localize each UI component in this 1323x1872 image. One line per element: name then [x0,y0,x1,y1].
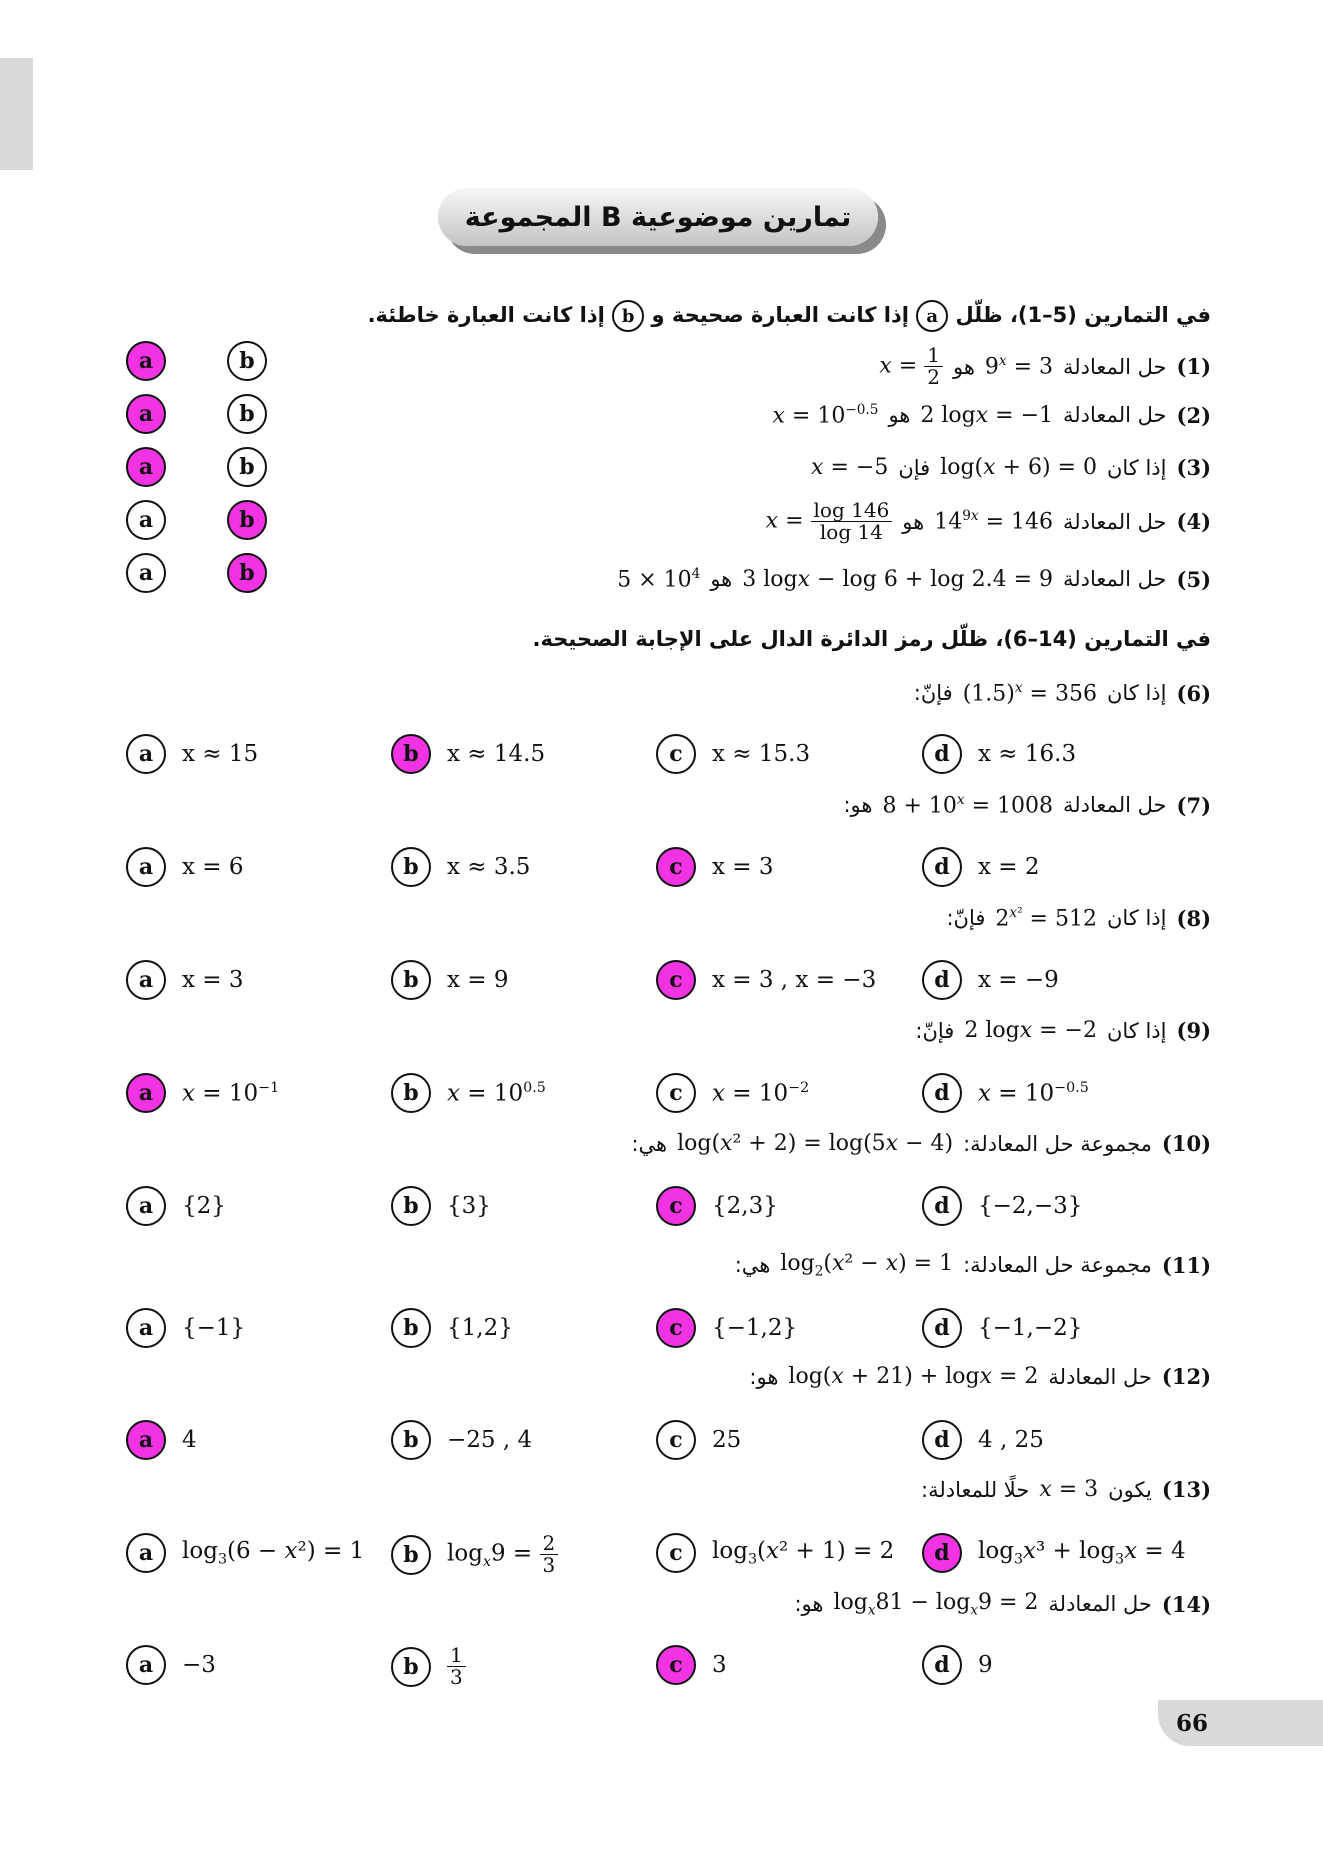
option-circle[interactable]: c [656,1645,696,1685]
option-circle[interactable]: d [922,847,962,887]
q4-circle-b[interactable]: b [227,500,267,540]
question-number: (12) [1161,1364,1211,1389]
question-text: حل المعادلة [1063,509,1167,534]
question-math: $\log_x81 - \log_x9 = 2$ [833,1590,1039,1619]
question-number: (11) [1161,1252,1211,1278]
option-circle[interactable]: c [656,1420,696,1460]
q13-option-d[interactable] [922,1533,1186,1573]
q7-option-d[interactable] [922,847,1040,887]
option-value: {2,3} [712,1193,778,1219]
option-circle[interactable]: c [656,1308,696,1348]
q11-option-a[interactable] [126,1308,245,1348]
question-14 [794,1590,1211,1618]
option-value: {2} [182,1193,226,1219]
question-math: log(x² + 2) = log(5x − 4) [677,1131,954,1156]
instr-circle-a: a [916,300,948,332]
question-math: $14^{9x} = 146$ [934,508,1054,535]
option-value: $x = 10^{-2}$ [712,1079,810,1107]
q10-option-b[interactable] [391,1186,491,1226]
option-value: {−1} [182,1315,246,1341]
option-circle[interactable]: a [126,1645,166,1685]
option-circle[interactable]: a [126,1420,166,1460]
question-tail: هو: [794,1592,824,1617]
question-math: log(x + 6) = 0 [940,455,1097,480]
question-text: إذا كان [1106,455,1167,480]
question-4 [766,500,1211,543]
question-10 [631,1131,1211,1156]
option-value: x = 3 , x = −3 [712,967,877,993]
question-text: يكون [1108,1477,1152,1502]
option-value: x ≈ 15 [182,741,259,767]
question-math: $\log_2(x^2 - x) = 1$ [780,1251,954,1280]
option-value: {1,2} [447,1315,513,1341]
q3-circle-a[interactable]: a [126,447,166,487]
q12-option-a[interactable] [126,1420,197,1460]
option-circle[interactable]: d [922,1073,962,1113]
option-value: x = 9 [447,967,509,993]
q14-option-d[interactable] [922,1645,993,1685]
option-circle[interactable]: c [656,1073,696,1113]
question-text: حل المعادلة [1063,567,1167,592]
option-circle[interactable]: c [656,1186,696,1226]
question-1 [879,345,1211,388]
question-number: (5) [1176,566,1211,592]
option-value: $\log_3(x^2 + 1) = 2$ [712,1538,895,1568]
question-number: (13) [1161,1477,1211,1502]
option-circle[interactable]: b [391,1535,431,1575]
tf-instructions [368,300,1211,332]
q14-option-b[interactable] [391,1645,466,1688]
q6-option-a[interactable] [126,734,258,774]
question-number: (1) [1176,354,1211,379]
q8-option-c[interactable] [656,960,876,1000]
question-number: (9) [1176,1018,1211,1043]
q9-option-c[interactable] [656,1073,809,1113]
question-math: x = 3 [1039,1477,1099,1502]
q14-option-c[interactable] [656,1645,727,1685]
question-tail: هي: [734,1253,771,1278]
option-value: $\log_3(6 - x^2) = 1$ [182,1538,365,1568]
question-math: 2 logx = −1 [920,402,1054,428]
q7-option-a[interactable] [126,847,244,887]
question-math: $9^x = 3$ [984,353,1054,380]
option-circle[interactable]: a [126,960,166,1000]
question-number: (10) [1161,1131,1211,1156]
tf-instr-pre: في التمارين (5–1)، ظلّل [955,303,1211,327]
option-value: {−1,2} [712,1315,798,1341]
question-number: (7) [1176,792,1211,818]
question-number: (6) [1176,680,1211,706]
q1-circle-a[interactable]: a [126,341,166,381]
option-circle[interactable]: d [922,960,962,1000]
section-title: المجموعة B تمارين موضوعية [438,188,878,246]
question-text: إذا كان [1106,906,1167,931]
question-6 [914,680,1211,706]
q5-circle-a[interactable]: a [126,553,166,593]
option-value: x ≈ 14.5 [447,741,546,767]
option-circle[interactable]: d [922,1308,962,1348]
q7-option-c[interactable] [656,847,774,887]
option-circle[interactable]: c [656,847,696,887]
option-circle[interactable]: a [126,847,166,887]
question-text: إذا كان [1106,1018,1167,1043]
q5-circle-b[interactable]: b [227,553,267,593]
option-value: $x = 10^{-0.5}$ [978,1079,1089,1107]
question-text: حل المعادلة [1048,1364,1152,1389]
option-circle[interactable]: a [126,1308,166,1348]
q10-option-a[interactable] [126,1186,226,1226]
q6-option-d[interactable] [922,734,1076,774]
option-value: $\frac{1}{3}$ [447,1645,466,1688]
question-7 [843,792,1211,818]
option-circle[interactable]: a [126,1073,166,1113]
option-value: 4 [182,1427,197,1453]
option-value: {−1,−2} [978,1315,1083,1341]
option-value: x = 3 [712,854,774,880]
q13-option-a[interactable] [126,1533,364,1573]
mc-instructions: في التمارين (14–6)، ظلّل رمز الدائرة الدال على الإجابة الصحيحة. [532,627,1211,651]
option-circle[interactable]: b [391,1420,431,1460]
page-number: 66 [1158,1700,1323,1746]
option-circle[interactable]: c [656,1533,696,1573]
question-math: 3 logx − log 6 + log 2.4 = 9 [742,566,1054,592]
option-value: x ≈ 3.5 [447,854,531,880]
question-text: مجموعة حل المعادلة: [963,1131,1152,1156]
q9-option-b[interactable] [391,1073,546,1113]
q12-option-d[interactable] [922,1420,1044,1460]
q4-circle-a[interactable]: a [126,500,166,540]
q9-option-a[interactable] [126,1073,279,1113]
question-math: 2 logx = −2 [964,1018,1097,1043]
question-tail: حلًا للمعادلة: [921,1477,1030,1502]
question-answer: $x = 10^{-0.5}$ [772,402,879,429]
question-text: مجموعة حل المعادلة: [963,1253,1152,1278]
option-value: {−2,−3} [978,1193,1083,1219]
q3-circle-b[interactable]: b [227,447,267,487]
q11-option-c[interactable] [656,1308,797,1348]
option-circle[interactable]: b [391,847,431,887]
question-math: $2^{x^2} = 512$ [995,905,1097,932]
question-tail: هو: [749,1364,779,1389]
question-3 [811,455,1211,480]
option-value: 25 [712,1427,742,1453]
question-tail: هو: [843,793,873,818]
q10-option-c[interactable] [656,1186,778,1226]
question-5 [617,566,1211,592]
option-value: 4 , 25 [978,1427,1044,1453]
question-text: إذا كان [1106,681,1167,706]
tf-instr-post: إذا كانت العبارة خاطئة. [367,303,605,327]
q9-option-d[interactable] [922,1073,1089,1113]
q10-option-d[interactable] [922,1186,1082,1226]
question-9 [915,1018,1211,1043]
question-math: $8 + 10^x = 1008$ [882,792,1054,819]
option-value: x = 3 [182,967,244,993]
option-circle[interactable]: a [126,734,166,774]
q12-option-b[interactable] [391,1420,532,1460]
q12-option-c[interactable] [656,1420,741,1460]
option-circle[interactable]: b [391,960,431,1000]
q14-option-a[interactable] [126,1645,216,1685]
side-tab [0,58,33,170]
question-13 [921,1477,1211,1502]
question-text: حل المعادلة [1063,403,1167,428]
option-value: 9 [978,1652,993,1678]
q8-option-b[interactable] [391,960,509,1000]
question-answer: $5 \times 10^4$ [617,566,701,593]
q11-option-b[interactable] [391,1308,513,1348]
q2-circle-b[interactable]: b [227,394,267,434]
title-banner [438,188,886,254]
question-math: $(1.5)^x = 356$ [962,680,1097,707]
option-value: −3 [182,1652,216,1678]
option-circle[interactable]: a [126,1186,166,1226]
option-circle[interactable]: b [391,1186,431,1226]
q13-option-b[interactable] [391,1533,558,1576]
option-value: {3} [447,1193,491,1219]
option-value: $\log_3x^3 + \log_3x = 4$ [978,1538,1186,1568]
option-circle[interactable]: b [391,734,431,774]
question-number: (2) [1176,402,1211,428]
question-text: حل المعادلة [1063,354,1167,379]
q6-option-c[interactable] [656,734,810,774]
option-circle[interactable]: d [922,1533,962,1573]
question-8 [946,905,1211,931]
question-tail: هي: [631,1131,668,1156]
option-circle[interactable]: b [391,1073,431,1113]
question-12 [749,1364,1211,1389]
question-conj: هو [902,509,925,534]
question-answer: x = $\frac{1}{2}$ [879,345,943,388]
question-math: log(x + 21) + logx = 2 [788,1364,1039,1389]
question-conj: هو [888,403,911,428]
question-conj: فإن [898,455,931,480]
option-circle[interactable]: c [656,960,696,1000]
question-number: (8) [1176,905,1211,931]
q6-option-b[interactable] [391,734,545,774]
option-value: $x = 10^{-1}$ [182,1079,280,1107]
option-value: $\log_x9$ = $\frac{2}{3}$ [447,1533,558,1576]
question-tail: فإنّ: [946,906,986,931]
option-value: x = 2 [978,854,1040,880]
q11-option-d[interactable] [922,1308,1082,1348]
question-conj: هو [710,567,733,592]
q8-option-a[interactable] [126,960,244,1000]
question-11 [735,1251,1211,1279]
question-answer: x = $\frac{\log 146}{\log 14}$ [766,500,893,543]
option-circle[interactable]: d [922,1186,962,1226]
option-circle[interactable]: d [922,734,962,774]
q7-option-b[interactable] [391,847,530,887]
option-circle[interactable]: c [656,734,696,774]
option-circle[interactable]: b [391,1647,431,1687]
option-value: x ≈ 16.3 [978,741,1077,767]
option-value: x = −9 [978,967,1059,993]
option-circle[interactable]: d [922,1420,962,1460]
option-value: 3 [712,1652,727,1678]
instr-circle-b: b [612,300,644,332]
option-value: x ≈ 15.3 [712,741,811,767]
question-number: (14) [1161,1591,1211,1617]
question-text: حل المعادلة [1048,1592,1152,1617]
tf-instr-mid: إذا كانت العبارة صحيحة و [651,303,909,327]
question-2 [773,402,1212,428]
option-value: −25 , 4 [447,1427,533,1453]
option-circle[interactable]: d [922,1645,962,1685]
question-number: (3) [1176,455,1211,480]
option-circle[interactable]: b [391,1308,431,1348]
question-tail: فإنّ: [915,1018,955,1043]
question-conj: هو [952,354,975,379]
option-value: x = 6 [182,854,244,880]
q13-option-c[interactable] [656,1533,894,1573]
q2-circle-a[interactable]: a [126,394,166,434]
q1-circle-b[interactable]: b [227,341,267,381]
option-value: $x = 10^{0.5}$ [447,1079,546,1107]
option-circle[interactable]: a [126,1533,166,1573]
question-answer: x = −5 [811,455,889,480]
question-text: حل المعادلة [1063,793,1167,818]
question-tail: فإنّ: [913,681,953,706]
q8-option-d[interactable] [922,960,1059,1000]
question-number: (4) [1176,509,1211,534]
